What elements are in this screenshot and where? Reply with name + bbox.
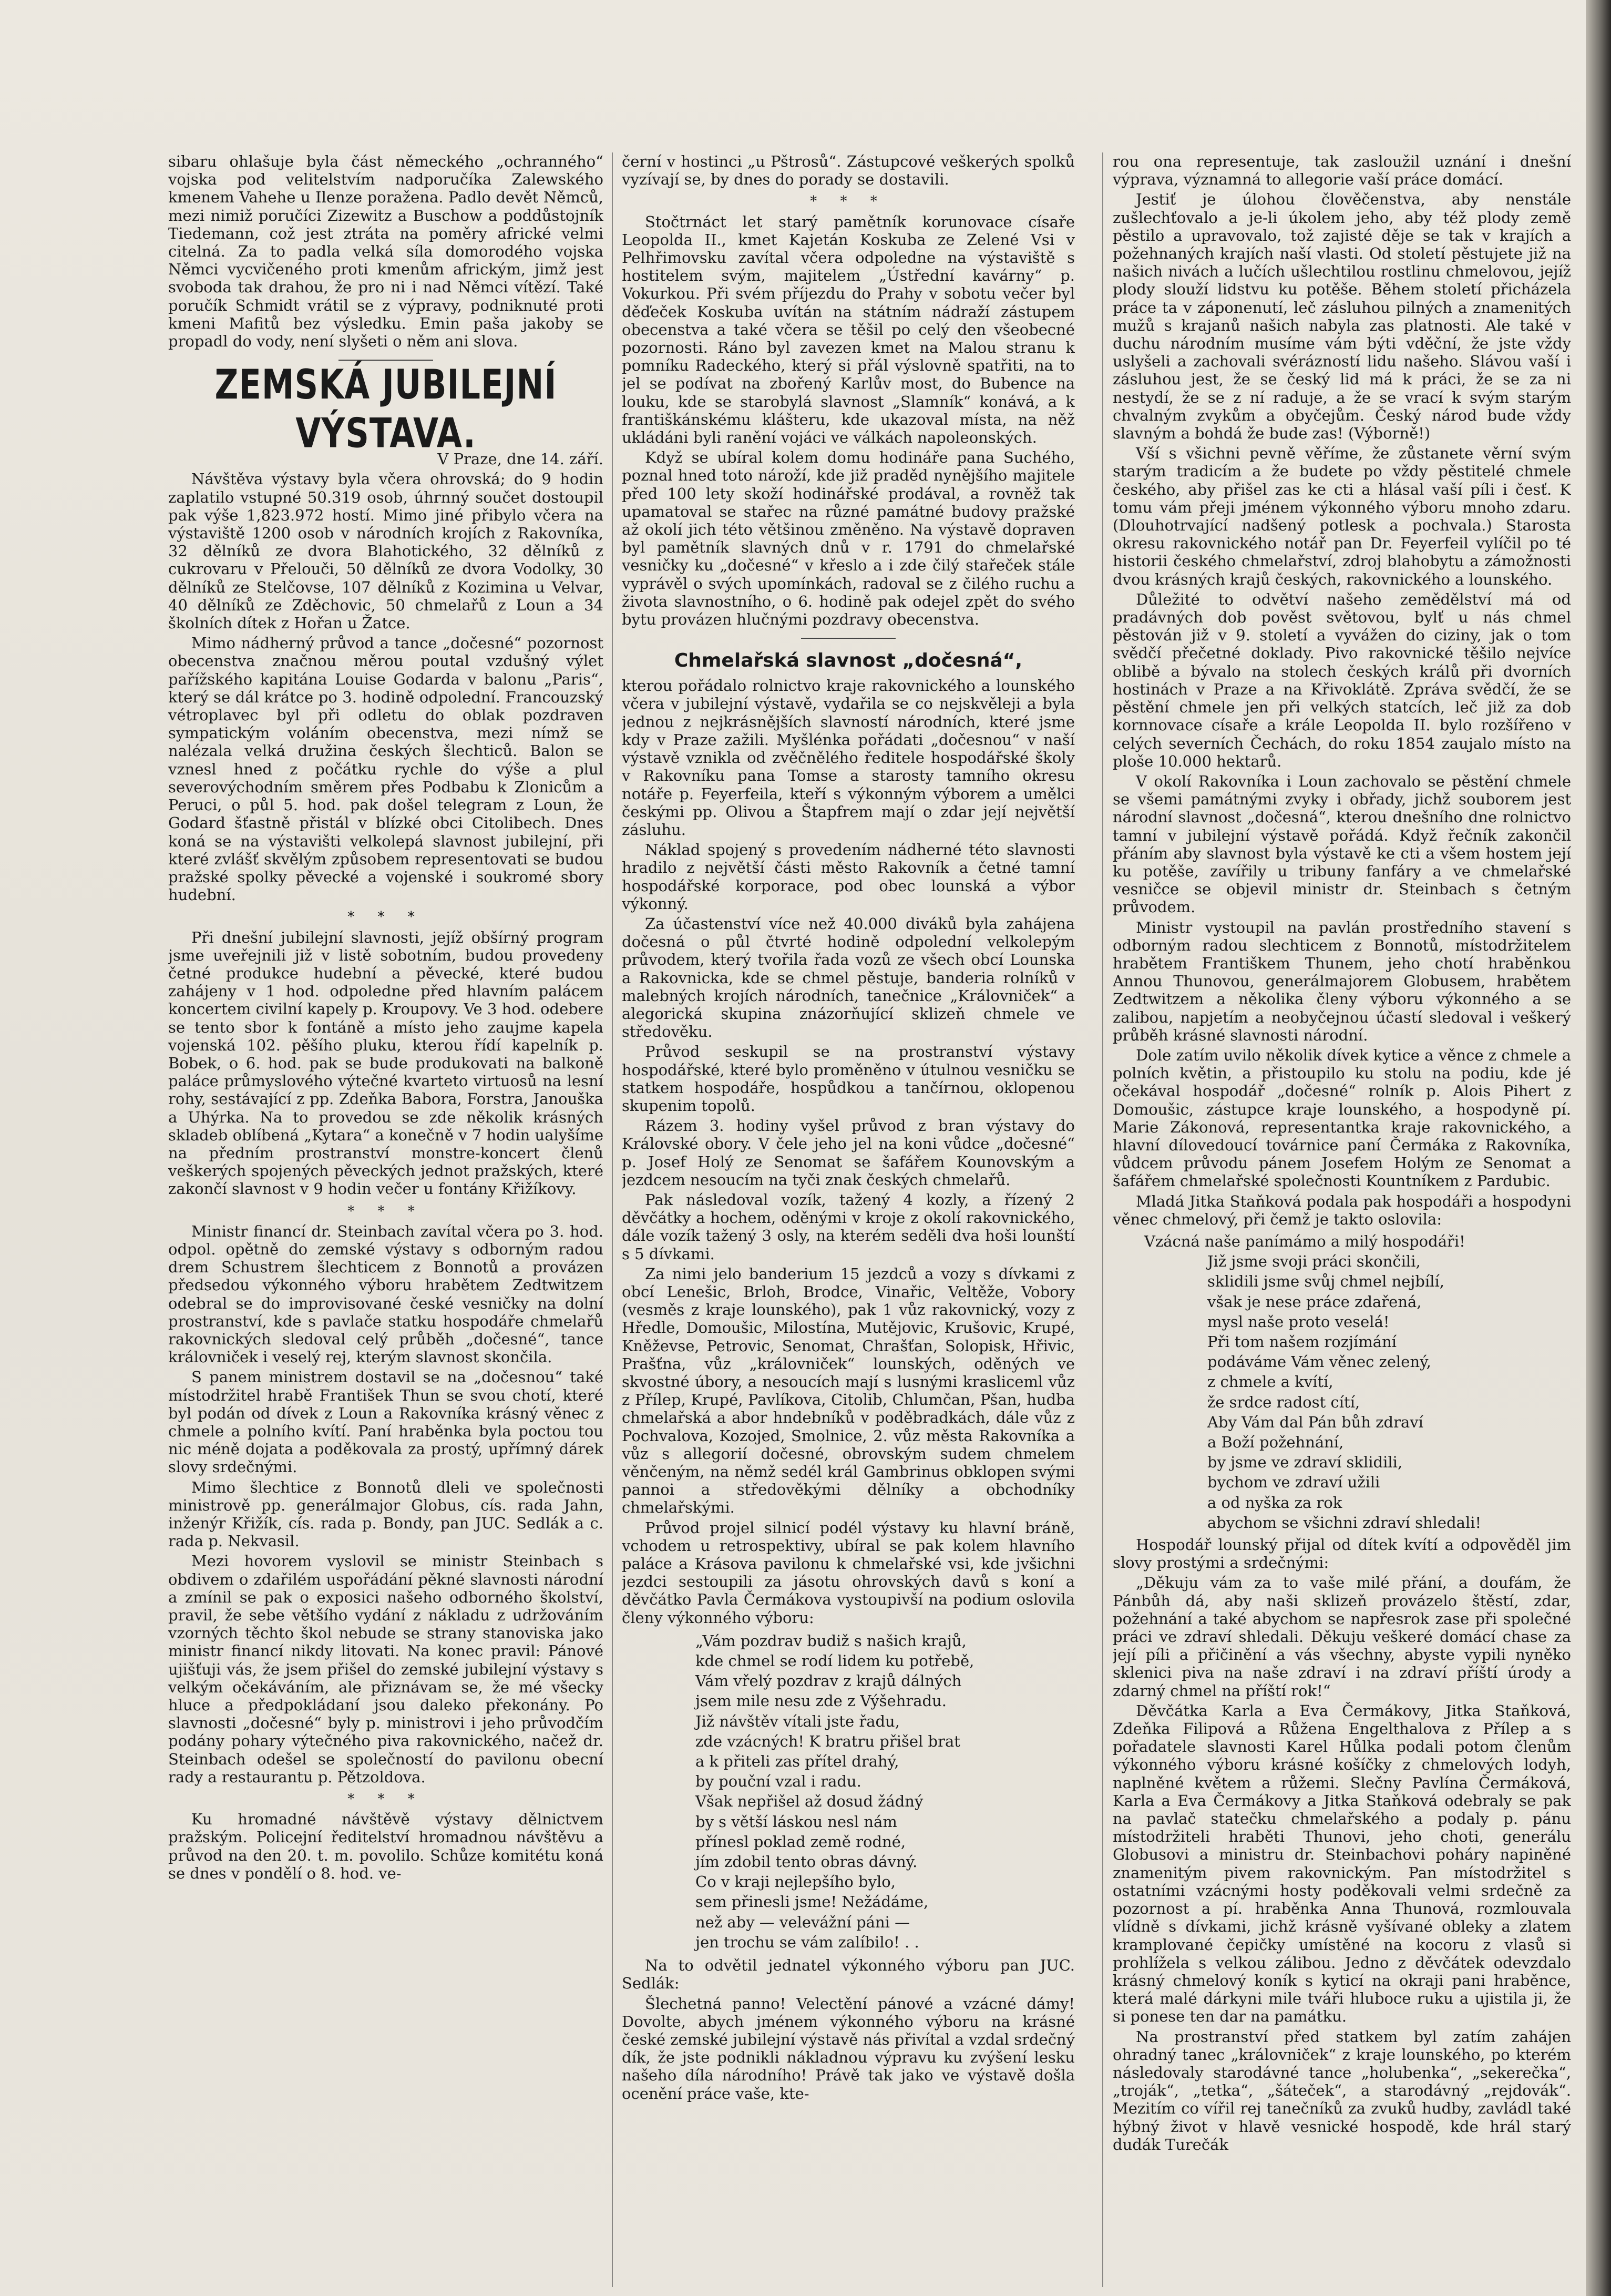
page-edge-shadow (1586, 0, 1611, 2296)
poem-line: mysl naše proto veselá! (1207, 1312, 1390, 1331)
poem-line: podáváme Vám věnec zelený, (1207, 1353, 1431, 1371)
poem-line: a k přiteli zas přítel drahý, (695, 1752, 899, 1771)
poem-line: Již návštěv vítali jste řadu, (695, 1712, 900, 1730)
paragraph-rakovnik-customs: V okolí Rakovníka i Loun zachovalo se pěstění chmele se všemi památnými zvyky i obřady, jichž souborem jest národní slavnost „dočesná“, kterou dnešního dne rolnictvo tamní v jubilejní výstavě pořádá. Když řečník zakončil přáním aby slavnost byla výstavě ke cti a všem hostem její ku potěše, zavířily u tribuny fanfáry a ve chmelařské vesničce se objevil ministr dr. Steinbach s četným průvodem. (1113, 772, 1571, 916)
paragraph-africa-report: sibaru ohlašuje byla část německého „ochranného“ vojska pod velitelstvím nadporučíka Zalewského kmenem Vahehe u Ilenze poražena. Padlo devět Němců, mezi nimiž poručíci Zizewitz a Buschow a poddůstojník Tiedemann, což jest ztráta na poměry africké velmi citelná. Za to padla velká síla domorodého vojska Němci vycvičeného proti kmenům africkým, jimž jest svoboda tak drahou, že pro ni i nad Němci vítězí. Také poručík Schmidt vrátil se z výpravy, podniknuté proti kmeni Mafitů bez výsledku. Emin paša jakoby se propadl do vody, není slyšeti o něm ani slova. (168, 152, 603, 351)
poem-line: jím zdobil tento obras dávný. (695, 1853, 918, 1871)
paragraph-speech-continued: rou ona representuje, tak zasloužil uznání i dnešní výprava, významná to allegorie vaší práce domácí. (1113, 152, 1571, 189)
poem-line: a Boží požehnání, (1207, 1433, 1344, 1452)
poem-line: by s větší láskou nesl nám (695, 1812, 897, 1831)
poem-line: „Vám pozdrav budiž s našich krajů, (695, 1631, 967, 1650)
poem-line: sem přinesli jsme! Nežádáme, (695, 1893, 929, 1911)
column-2 (622, 152, 1075, 2287)
poem-line: Vám vřelý pozdrav z krajů dálných (695, 1672, 962, 1690)
poem-line: zde vzácných! K bratru přišel brat (695, 1732, 960, 1750)
column-1 (168, 152, 603, 2287)
column-3 (1113, 152, 1571, 2287)
poem-line: Však nepřišel až dosud žádný (695, 1792, 923, 1811)
poem-line: jen trochu se vám zalíbilo! . . (695, 1933, 919, 1951)
poem-greeting (622, 1632, 1075, 1951)
paragraph-meeting-notice: černí v hostinci „u Pštrosů“. Zástupcové veškerých spolků vyzívají se, by dnes do porady se dostavili. (622, 152, 1075, 189)
poem-line: by jsme ve zdraví sklidili, (1207, 1453, 1403, 1472)
paragraph-wreaths: Dole zatím uvilo několik dívek kytice a věnce z chmele a polních květin, a přistoupilo ku stolu na podiu, kde jé očekával hospodář „dočesné“ rolník p. Alois Pihert z Domoušic, zástupce kraje lounského, a hospodyně pí. Marie Zákonová, representantka kraje rakovnického, a hlavní dílovedoucí továrnice paní Čermáka z Rakovníka, vůdcem průvodu pánem Josefem Holým ze Senomat a šafářem chmelařské společnosti Kountníkem z Pardubic. (1113, 1046, 1571, 1190)
poem-line: Aby Vám dal Pán bůh zdraví (1207, 1413, 1423, 1431)
poem-line: však je nese práce zdařená, (1207, 1292, 1422, 1311)
section-stars: * * * (347, 909, 424, 925)
poem-line: a od nyška za rok (1207, 1493, 1342, 1512)
paragraph-goat-cart: Pak následoval vozík, tažený 4 kozly, a řízený 2 děvčátky a hochem, oděnými v kroje z okolí rakovnického, dále vozík tažený 3 osly, na kterém seděli dva hoši lounští s 5 dívkami. (622, 1190, 1075, 1263)
section-stars: * * * (347, 1791, 424, 1808)
poem-line: by pouční vzal i radu. (695, 1772, 861, 1791)
poem-line: sklidili jsme svůj chmel nejbílí, (1207, 1272, 1445, 1291)
column-rule-2 (1102, 152, 1103, 2287)
paragraph-attendance: Návštěva výstavy byla včera ohrovská; do 9 hodin zaplatilo vstupné 50.319 osob, úhrnný součet dostoupil pak výše 1,823.972 hostí. Mimo jiné přibylo včera na výstaviště 1200 osob v národních krojích z Rakovníka, 32 dělníků ze dvora Blahotického, 32 dělníků z cukrovaru v Přelouči, 50 dělníků ze dvora Vodolky, 30 dělníků ze Stelčovse, 107 dělníků z Kozimina u Velvar, 40 dělníků ze Zděchovic, 50 chmelařů z Loun a 34 školních dítek z Hořan u Žatce. (168, 470, 603, 632)
subheadline-hop-festival: Chmelařská slavnost „dočesná“, (674, 650, 1023, 672)
section-stars: * * * (347, 1203, 424, 1219)
section-divider (801, 638, 896, 639)
poem-wreath (1113, 1232, 1571, 1532)
paragraph-workers-visit: Ku hromadné návštěvě výstavy dělnictvem pražským. Policejní ředitelství hromadnou návštěvu a průvod na den 20. t. m. povolilo. Schůze komitétu koná se dnes v pondělí o 8. hod. ve- (168, 1810, 603, 1882)
poem-line: Co v kraji nejlepšího bylo, (695, 1873, 896, 1891)
paragraph-festival-intro: kterou pořádalo rolnictvo kraje rakovnického a lounského včera v jubilejní výstavě, vydařila se co nejskvěleji a byla jednou z nejkrásnějších slavností národních, které jsme kdy v Praze zažili. Myšlénka pořádati „dočesnou“ v naší výstavě vznikla od zvěčnělého ředitele hospodářské školy v Rakovníku pana Tomse a starosty tamního okresu notáře p. Feyerfeila, kteří s výkonným výborem a umělci českými pp. Olivou a Štapfrem mají o zdar její největší zásluhu. (622, 677, 1075, 839)
paragraph-hop-tradition: Jestiť je úlohou člověčenstva, aby nenstále zušlechťovalo a je-li úkolem jeho, aby též plody země pěstilo a upravovalo, tož zajisté děje se tak v krajích a požehnaných krajích naší vlasti. Od století pěstujete již na našich nivách a lučích ušlechtilou rostlinu chmelovou, jejíž plody slouží lidstvu ku potěše. Během století přicházela práce ta v záponenutí, leč zásluhou pilných a znamenitých mužů s krajanů našich nabyla zas platnosti. Ale také v duchu národním musíme vám býti vděční, že jste vždy uslyšeli a zachovali svérázností lidu našeho. Slávou vaší i zásluhou jest, že se český lid má k práci, že se za ni nestydí, že se z ní raduje, a že se vrací k svým starým chvalným zvykům a obyčejům. Český národ bude vždy slavným a bohdá že bude zas! (Výborně!) (1113, 190, 1571, 443)
headline-jubilee-exhibition: ZEMSKÁ JUBILEJNÍ VÝSTAVA. (214, 360, 557, 457)
paragraph-procession-route: Průvod projel silnicí podél výstavy ku hlavní bráně, vchodem u retrospektivy, ubíral se pak kolem hlavního paláce a Krásova pavilonu k chmelařské vsi, kde jvšichni jezdci sestoupili za jásotu ohrovských davů s koní a děvčátko Pavla Čermákova vystoupivší na podium oslovila členy výkonného výboru: (622, 1518, 1075, 1627)
section-stars: * * * (810, 193, 887, 210)
paragraph-baskets: Děvčátka Karla a Eva Čermákovy, Jitka Staňková, Zdeňka Filipová a Růžena Engelthalova z Přílep a s pořadatele slavnosti Karel Hůlka podali potom členům výkonného výboru krásné košíčky z chmelových lodyh, naplněné květem a růžemi. Slečny Pavlína Čermáková, Karla a Eva Čermákovy a Jitka Staňková odebraly se pak na pavlač statečku chmelařského a podaly p. pánu místodržiteli hraběti Thunovi, jeho choti, generálu Globusovi a ministru dr. Steinbachovi poháry napiněné znamenitým pivem rakovnickým. Pan místodržitel s ostatními vzácnými hosty poděkovali velmi srdečně za pozornost a pí. hraběnka Anna Thunová, rozmlouvala vlídně s dívkami, jichž krásně vyšívané obleky a zlatem kramplované čepičky umístěné na kocoru z vlasů si prohlížela s velkou zálibou. Jedno z děvčátek odevzdalo krásný chmelový koník s kyticí na okraji pani hraběnce, která malé dárkyni mile tváři hluboce ruku a ujistila ji, že si ponese ten dar na památku. (1113, 1701, 1571, 2026)
paragraph-festival-cost: Náklad spojený s provedením nádherné této slavnosti hradilo z největší části město Rakovník a četné tamní hospodářské korporace, pod obec lounská a výbor výkonný. (622, 841, 1075, 913)
poem-line: že srdce radost cítí, (1207, 1393, 1360, 1411)
poem-line: přínesl poklad země rodné, (695, 1832, 906, 1851)
poem-line: jsem mile nesu zde z Výšehradu. (695, 1692, 947, 1710)
poem-line: kde chmel se rodí lidem ku potřebě, (695, 1652, 974, 1670)
paragraph-dances: Na prostranství před statkem byl zatím zahájen ohradný tanec „královniček“ z kraje lounského, po kterém následovaly starodávné tance „holubenka“, „sekerečka“, „troják“, „tetka“, „šáteček“, a starodávný „rejdovák“. Mezitím co vířil rej tanečníků za zvuků hudby, zavládl také hýbný život v hlavě vesnické hospodě, kde hrál starý dudák Turečák (1113, 2027, 1571, 2154)
paragraph-minister-company: Mimo šlechtice z Bonnotů dleli ve společnosti ministrově pp. generálmajor Globus, cís. rada Jahn, inženýr Křižík, cís. rada p. Bondy, pan JUC. Sedlák a c. rada p. Nekvasil. (168, 1478, 603, 1550)
paragraph-jubilee-program: Při dnešní jubilejní slavnosti, jejíž obšírný program jsme uveřejnili již v listě sobotním, budou provedeny četné produkce hudební a pěvecké, které budou zahájeny v 1 hod. odpoledne před hlavním palácem koncertem civilní kapely p. Kroupovy. Ve 3 hod. odebere se tento sbor k fontáně a místo jeho zaujme kapela vojenská 102. pěšího pluku, kterou řídí kapelník p. Bobek, o 6. hod. pak se bude produkovati na balkoně paláce průmyslového výtečné kvarteto virtuosů na lesní rohy, sestávající z pp. Zdeňka Babora, Forstra, Janouška a Uhýrka. Na to provedou se zde několik krásných skladeb oblíbená „Kytara“ a konečně v 7 hodin ualyšíme na předním prostranství monstre-koncert členů veškerých spojených pěveckých jednot pražských, které zakončí slavnost v 9 hodin večer u fontány Křižíkovy. (168, 928, 603, 1198)
poem-line: bychom ve zdraví užili (1207, 1473, 1380, 1492)
poem-line: abychom se všichni zdraví shledali! (1207, 1513, 1482, 1532)
paragraph-old-witness: Stočtrnáct let starý pamětník korunovace císaře Leopolda II., kmet Kajetán Koskuba ze Zelené Vsi v Pelhřimovsku zavítal včera odpoledne na výstaviště s hostitelem svým, majitelem „Ústřední kavárny“ p. Vokurkou. Při svém příjezdu do Prahy v sobotu večer byl děďeček Koskuba uvítán na státním nádraží zástupem obecenstva a také včera se těšil po celý den všeobecné pozornosti. Ráno byl zavezen kmet na Malou stranu k pomníku Radeckého, který si přál výslovně spatřiti, na to jel se podívat na zbořený Karlův most, do Bubence na louku, kde se starobylá slavnost „Slamník“ konává, a k františkánskému klášteru, kde ukazoval místa, na něž ukládáni byli ranění vojáci ve válkách napoleonských. (622, 212, 1075, 447)
paragraph-procession-assembly: Průvod seskupil se na prostranství výstavy hospodářské, které bylo proměněno v útulnou vesničku se statkem hospodáře, hospůdkou a tančírnou, oklopenou skupenim topolů. (622, 1043, 1075, 1115)
paragraph-watchmaker-house: Když se ubíral kolem domu hodináře pana Suchého, poznal hned toto nároží, kde již praděd nynějšího majitele před 100 lety skoží hodinářské prodával, a rovněž tak upamatoval se stařec na různé památné budovy pražské až okolí jich této většinou změněno. Na výstavě dopraven byl pamětník slavných dnů v r. 1791 do chmelařské vesničky ku „dočesné“ v křeslo a i zde čilý stařeček stále vyprávěl o svých upomínkách, radoval se z čilého ruchu a života slavnostního, o 6. hodině pak odejel zpět do svého bytu provázen hlučnými pozdravy obecenstva. (622, 448, 1075, 629)
paragraph-minister-balcony: Ministr vystoupil na pavlán prostředního stavení s odborným radou slechticem z Bonnotů, místodržitelem hrabětem Františkem Thunem, jeho chotí hraběnkou Annou Thunovou, generálmajorem Globusem, hrabětem Zedtwitzem a několika členy výboru výkonného a se zalibou, napjetím a neobyčejnou účastí sledoval i veškerý průběh krásné slavnosti národní. (1113, 918, 1571, 1044)
paragraph-hop-history: Důležité to odvětví našeho zemědělství má od pradávných dob pověst světovou, bylť u nás chmel pěstován již v 9. století a vyvážen do ciziny, jak o tom svědčí přečetné doklady. Pivo rakovnické těšilo nejvíce oblibě a bývalo na stolech českých králů při dvorních hostinách v Praze a na Křivoklátě. Zpráva svědčí, že se pěstění chmele jen při velkých statcích, leč již za dob kornnovace císaře a krále Leopolda II. bylo rozšířeno v celých severních Čechách, do roku 1854 zaujalo místo na ploše 10.000 hektarů. (1113, 590, 1571, 770)
poem-line: z chmele a kvítí, (1207, 1373, 1333, 1391)
paragraph-sedlak-reply: Na to odvětil jednatel výkonného výboru pan JUC. Sedlák: (622, 1956, 1075, 1993)
poem-line: Již jsme svoji práci skončili, (1207, 1252, 1421, 1271)
paragraph-minister-visit: Ministr financí dr. Steinbach zavítal včera po 3. hod. odpol. opětně do zemské výstavy s odborným radou drem Schustrem šlechticem z Bonnotů a provázen předsedou výkonného výboru hrabětem Zedtwitzem odebral se do improvisované české vesničky na dolní prostranství, kde s pavlače statku hospodáře chmelařů rakovnických sledoval celý průběh „dočesné“, tance královniček i veselý rej, kterým slavnost skončila. (168, 1222, 603, 1366)
paragraph-minister-speech: Mezi hovorem vyslovil se ministr Steinbach s obdivem o zdařilém uspořádání pěkné slavnosti národní a zmínil se pak o exposici našeho odborného školství, pravil, že sebe většího vydání z nákladu z udržováním vzorných těchto škol nebude se strany stanoviska jako ministr financí nikdy litovati. Na konec pravil: Pánové ujišťuji vás, že jsem přišel do zemské jubilejní výstavy s velkým očekáváním, ale přiznávam se, že mé všecky hluce a předpokládaní jsou daleko překonány. Po slavnosti „dočesné“ byly p. ministrovi i jeho průvodčím podány pohary výtečného piva rakovnického, načež dr. Steinbach odešel se společností do pavilonu obecní rady a restaurantu p. Pětzoldova. (168, 1552, 603, 1786)
paragraph-host-reply: „Děkuju vám za to vaše milé přání, a doufám, že Pánbůh dá, aby naši sklizeň provázelo štěstí, zdar, požehnání a také abychom se napřesrok zase při společné práci ve zdraví shledali. Děkuju veškeré domácí chase za její píli a přičinění a vás všechny, abyste vypili nyněko sklenici piva na naše zdraví i na zdraví příští úrody a zdarný chmel na příští rok!“ (1113, 1574, 1571, 1700)
paragraph-festival-procession: Za účastenství více než 40.000 diváků byla zahájena dočesná o půl čtvrté hodině odpolední velkolepým průvodem, který tvořila řada vozů ze všech obcí Lounska a Rakovnicka, kde se chmel pěstuje, banderia rolníků v malebných krojích národních, tanečnice „Královniček“ a alegorická skupina znázorňující sklizeň chmele ve středověku. (622, 914, 1075, 1041)
paragraph-procession-leader: Rázem 3. hodiny vyšel průvod z bran výstavy do Královské obory. V čele jeho jel na koni vůdce „dočesné“ p. Josef Holý ze Senomat se šafářem Kounovským a jezdcem nesoucím na tyči znak českých chmelařů. (622, 1117, 1075, 1189)
paragraph-host-reply-intro: Hospodář lounský přijal od dítek kvítí a odpověděl jim slovy prostými a srdečnými: (1113, 1536, 1571, 1572)
poem-line: než aby — velevážní páni — (695, 1913, 910, 1931)
paragraph-loyalty-wish: Vší s všichni pevně věříme, že zůstanete věrní svým starým tradicím a že budete po vždy pěstitelé chmele českého, aby přišel zas ke cti a hlásal vaší píli i česť. K tomu vám přeji jménem výkonného výboru mnoho zdaru. (Dlouhotrvající nadšený potlesk a pochvala.) Starosta okresu rakovnického notář pan Dr. Feyerfeil vylíčil po té historii českého chmelařství, zdroj blahobytu a zámožnosti dvou krásných krajů českých, rakovnického a lounského. (1113, 444, 1571, 588)
paragraph-banderium: Za nimi jelo banderium 15 jezdců a vozy s dívkami z obcí Lenešic, Brloh, Brodce, Vinařic, Veltěže, Vobory (vesměs z kraje lounského), pak 1 vůz rakovnický, vozy z Hředle, Domoušic, Milostína, Mutějovic, Krušovic, Krupé, Kněževse, Petrovic, Senomat, Chrašťan, Solopisk, Hřivic, Prašťna, vůz „královniček“ lounských, oděných ve skvostné úbory, a nesoucích mají s lusnými krasliceml vůz z Přílep, Krupé, Pavlíkova, Citolib, Chlumčan, Pšan, hudba chmelařská a abor hndebníků v poděbradkách, dále vůz z Pochvalova, Kozojed, Smolnice, 2. vůz města Rakovníka a vůz s allegorií dočesné, obrovským sudem chmelem věnčeným, na němž sedél král Gambrinus obklopen svými pannoi a středověkými dělníky a obchodníky chmelařskými. (622, 1264, 1075, 1517)
paragraph-sedlak-speech: Šlechetná panno! Velectění pánové a vzácné dámy! Dovolte, abych jménem výkonného výboru na krásné české zemské jubilejní výstavě nás přivítal a vzdal srdečný dík, že jste podnikli nákladnou výpravu ku zvýšení lesku našeho díla národního! Právě tak jako ve výstavě došla ocenění práce vaše, kte- (622, 1994, 1075, 2103)
paragraph-balloon-flight: Mimo nádherný průvod a tance „dočesné“ pozornost obecenstva značnou měrou poutal vzdušný výlet pařížského kapitána Louise Godarda v balonu „Paris“, který se dál krátce po 3. hodině odpolední. Francouzský vétroplavec byl při odletu do oblak pozdraven sympatickým voláním obecenstva, mezi nímž se nalézala velká družina českých šlechticů. Balon se vznesl hned z počátku rychle do výše a plul severovýchodním směrem přes Podbabu k Zlonicům a Peruci, o půl 5. hod. pak došel telegram z Loun, že Godard šťastně přistál v blízké obci Citolibech. Dnes koná se na výstavišti velkolepá slavnost jubilejní, při které zvlášť skvělým způsobem representovati se budou pražské spolky pěvecké a vojenské i soukromé sbory hudební. (168, 634, 603, 904)
poem-line: Při tom našem rozjímání (1207, 1333, 1397, 1351)
paragraph-governor-thun: S panem ministrem dostavil se na „dočesnou“ také místodržitel hrabě František Thun se svou chotí, které byl podán od dívek z Loun a Rakovníka krásný věnec z chmele a polního kvítí. Paní hraběnka byla poctou tou nic méně dojata a poděkovala za prostý, upřímný dárek slovy srdečnými. (168, 1368, 603, 1476)
paragraph-jitka-greeting: Mladá Jitka Staňková podala pak hospodáři a hospodyni věnec chmelový, při čemž je takto oslovila: (1113, 1192, 1571, 1228)
column-rule-1 (612, 152, 613, 2287)
dateline: V Praze, dne 14. září. (437, 450, 603, 468)
poem-line: Vzácná naše panímámo a milý hospodáři! (1144, 1232, 1465, 1250)
